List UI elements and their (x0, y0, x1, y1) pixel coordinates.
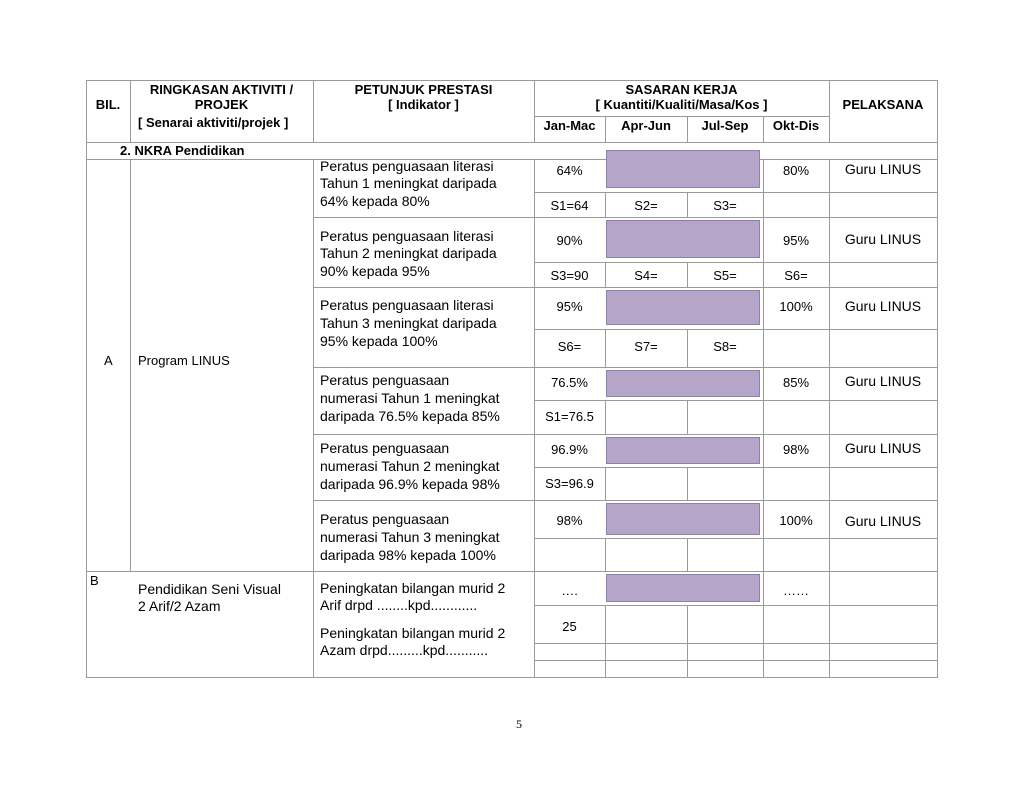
target-progress-bar (606, 370, 760, 397)
pelaksana: Guru LINUS (844, 298, 922, 314)
header-quarter-okt-dis: Okt-Dis (772, 118, 820, 133)
target-start: …. (561, 583, 578, 598)
target-progress-bar (606, 220, 760, 258)
target-progress-bar (606, 574, 760, 602)
header-petunjuk-line2: [ Indikator ] (388, 97, 459, 112)
pelaksana: Guru LINUS (844, 373, 922, 389)
target-progress-bar (606, 503, 760, 535)
sub-target: S1=64 (550, 198, 589, 213)
indicator-text-line: Peningkatan bilangan murid 2 (320, 625, 506, 641)
sub-target: S5= (713, 268, 737, 283)
header-ringkasan-line2: PROJEK (194, 97, 249, 112)
indicator-text-line: numerasi Tahun 3 meningkat (320, 529, 500, 545)
header-petunjuk-line1: PETUNJUK PRESTASI (354, 82, 493, 97)
sub-target: S3=96.9 (545, 476, 594, 491)
target-start: 25 (562, 619, 577, 634)
header-sasaran-line1: SASARAN KERJA (625, 82, 738, 97)
indicator-text-line: daripada 76.5% kepada 85% (320, 408, 500, 424)
group-a-bil: A (104, 353, 113, 368)
header-bil: BIL. (95, 97, 121, 112)
indicator-text-line: Peratus penguasaan literasi (320, 158, 494, 174)
target-start: 98% (556, 513, 583, 528)
target-end: 100% (779, 513, 813, 528)
target-progress-bar (606, 150, 760, 188)
header-quarter-apr-jun: Apr-Jun (621, 118, 671, 133)
target-progress-bar (606, 437, 760, 464)
group-b-activity-line2: 2 Arif/2 Azam (138, 598, 221, 614)
target-end: 80% (782, 163, 810, 178)
target-end: 85% (782, 375, 810, 390)
indicator-text-line: Peratus penguasaan (320, 511, 450, 527)
target-start: 76.5% (551, 375, 588, 390)
indicator-text-line: daripada 96.9% kepada 98% (320, 476, 500, 492)
page-number: 5 (516, 717, 522, 731)
header-ringkasan-line1: RINGKASAN AKTIVITI / (149, 82, 294, 97)
indicator-text-line: Tahun 2 meningkat daripada (320, 245, 497, 261)
indicator-text-line: daripada 98% kepada 100% (320, 547, 496, 563)
sub-target: S7= (634, 339, 658, 354)
pelaksana: Guru LINUS (844, 440, 922, 456)
sub-target: S1=76.5 (545, 409, 594, 424)
indicator-text-line: Arif drpd ........kpd............ (320, 597, 478, 613)
indicator-text-line: numerasi Tahun 2 meningkat (320, 458, 500, 474)
indicator-text-line: 90% kepada 95% (320, 263, 430, 279)
sub-target: S6= (784, 268, 808, 283)
target-start: 96.9% (551, 442, 588, 457)
header-pelaksana: PELAKSANA (842, 97, 924, 112)
target-progress-bar (606, 290, 760, 325)
target-start: 95% (556, 299, 583, 314)
indicator-text-line: Peratus penguasaan literasi (320, 228, 494, 244)
sub-target: S6= (557, 339, 582, 354)
header-quarter-jan-mac: Jan-Mac (543, 118, 596, 133)
group-b-bil: B (90, 573, 99, 588)
header-sasaran-line2: [ Kuantiti/Kualiti/Masa/Kos ] (595, 97, 768, 112)
sub-target: S8= (713, 339, 737, 354)
sub-target: S3= (713, 198, 737, 213)
header-ringkasan-line3: [ Senarai aktiviti/projek ] (138, 115, 289, 130)
indicator-text-line: Peratus penguasaan (320, 372, 450, 388)
target-end: …… (783, 583, 809, 598)
indicator-text-line: Peratus penguasaan (320, 440, 450, 456)
pelaksana: Guru LINUS (844, 231, 922, 247)
target-start: 90% (556, 233, 583, 248)
indicator-text-line: Peratus penguasaan literasi (320, 297, 494, 313)
group-b-activity-line1: Pendidikan Seni Visual (138, 581, 281, 597)
group-a-activity: Program LINUS (138, 353, 230, 368)
indicator-text-line: numerasi Tahun 1 meningkat (320, 390, 500, 406)
indicator-text-line: 95% kepada 100% (320, 333, 438, 349)
section-title: 2. NKRA Pendidikan (120, 143, 245, 158)
sub-target: S4= (634, 268, 658, 283)
pelaksana: Guru LINUS (844, 513, 922, 529)
target-start: 64% (556, 163, 583, 178)
indicator-text-line: Azam drpd.........kpd........... (320, 642, 489, 658)
indicator-text-line: Tahun 1 meningkat daripada (320, 175, 497, 191)
sub-target: S2= (634, 198, 658, 213)
indicator-text-line: 64% kepada 80% (320, 193, 430, 209)
indicator-text-line: Peningkatan bilangan murid 2 (320, 580, 506, 596)
target-end: 98% (782, 442, 810, 457)
target-end: 95% (782, 233, 810, 248)
indicator-text-line: Tahun 3 meningkat daripada (320, 315, 497, 331)
sub-target: S3=90 (550, 268, 589, 283)
header-quarter-jul-sep: Jul-Sep (701, 118, 749, 133)
pelaksana: Guru LINUS (844, 161, 922, 177)
target-end: 100% (779, 299, 813, 314)
